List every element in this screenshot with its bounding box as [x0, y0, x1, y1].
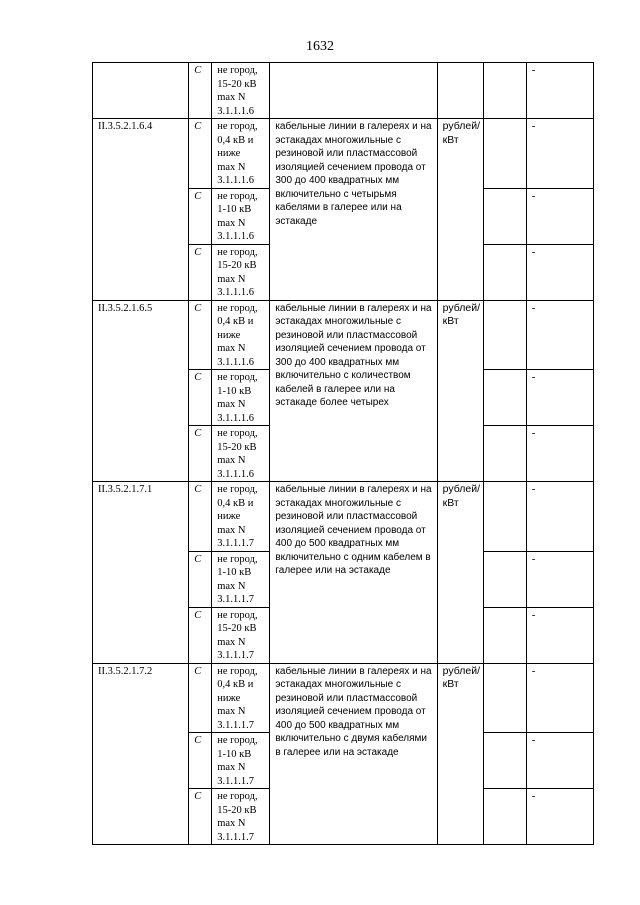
value-cell: -: [526, 426, 593, 482]
unit-cell: рублей/ кВт: [437, 119, 483, 301]
category-cell: C: [189, 119, 212, 189]
value-cell: [483, 244, 526, 300]
value-cell: [483, 482, 526, 552]
description-cell: [270, 63, 437, 119]
value-cell: -: [526, 482, 593, 552]
tariff-table-body: [93, 63, 594, 845]
value-cell: -: [526, 188, 593, 244]
category-cell: C: [189, 426, 212, 482]
category-cell: C: [189, 733, 212, 789]
description-cell: кабельные линии в галереях и на эстакадах многожильные с резиновой или пластмассовой изоляцией сечением провода от 300 до 400 квадратных мм включительно с четырьмя кабелями в галерее или на эстакаде: [270, 119, 437, 301]
condition-cell: не город, 15-20 кВ max N 3.1.1.1.6: [212, 426, 270, 482]
value-cell: [483, 370, 526, 426]
unit-cell: [437, 63, 483, 119]
category-cell: C: [189, 244, 212, 300]
description-cell: кабельные линии в галереях и на эстакадах многожильные с резиновой или пластмассовой изоляцией сечением провода от 400 до 500 квадратных мм включительно с одним кабелем в галерее или на эстакаде: [270, 482, 437, 664]
category-cell: C: [189, 300, 212, 370]
category-cell: C: [189, 789, 212, 845]
table-row: [93, 482, 594, 552]
category-cell: C: [189, 188, 212, 244]
condition-cell: не город, 0,4 кВ и ниже max N 3.1.1.1.7: [212, 663, 270, 733]
table-row: [93, 663, 594, 733]
condition-cell: не город, 15-20 кВ max N 3.1.1.1.7: [212, 789, 270, 845]
value-cell: -: [526, 551, 593, 607]
value-cell: [483, 551, 526, 607]
category-cell: C: [189, 63, 212, 119]
code-cell: II.3.5.2.1.6.5: [93, 300, 189, 482]
value-cell: [483, 426, 526, 482]
value-cell: -: [526, 119, 593, 189]
code-cell: II.3.5.2.1.7.1: [93, 482, 189, 664]
category-cell: C: [189, 482, 212, 552]
category-cell: C: [189, 663, 212, 733]
condition-cell: не город, 15-20 кВ max N 3.1.1.1.7: [212, 607, 270, 663]
value-cell: [483, 607, 526, 663]
value-cell: -: [526, 63, 593, 119]
code-cell: [93, 63, 189, 119]
code-cell: II.3.5.2.1.6.4: [93, 119, 189, 301]
value-cell: -: [526, 607, 593, 663]
table-row: [93, 119, 594, 189]
tariff-table: [92, 62, 594, 845]
condition-cell: не город, 1-10 кВ max N 3.1.1.1.7: [212, 551, 270, 607]
value-cell: [483, 733, 526, 789]
description-cell: кабельные линии в галереях и на эстакадах многожильные с резиновой или пластмассовой изоляцией сечением провода от 300 до 400 квадратных мм включительно с количеством кабелей в галерее или на эстакаде более четырех: [270, 300, 437, 482]
condition-cell: не город, 0,4 кВ и ниже max N 3.1.1.1.7: [212, 482, 270, 552]
value-cell: [483, 188, 526, 244]
code-cell: II.3.5.2.1.7.2: [93, 663, 189, 845]
category-cell: C: [189, 551, 212, 607]
condition-cell: не город, 1-10 кВ max N 3.1.1.1.6: [212, 188, 270, 244]
value-cell: [483, 119, 526, 189]
unit-cell: рублей/ кВт: [437, 482, 483, 664]
value-cell: [483, 663, 526, 733]
category-cell: C: [189, 607, 212, 663]
condition-cell: не город, 0,4 кВ и ниже max N 3.1.1.1.6: [212, 300, 270, 370]
table-row: [93, 63, 594, 119]
value-cell: [483, 63, 526, 119]
value-cell: -: [526, 244, 593, 300]
value-cell: [483, 300, 526, 370]
description-cell: кабельные линии в галереях и на эстакадах многожильные с резиновой или пластмассовой изоляцией сечением провода от 400 до 500 квадратных мм включительно с двумя кабелями в галерее или на эстакаде: [270, 663, 437, 845]
value-cell: -: [526, 663, 593, 733]
table-row: [93, 300, 594, 370]
value-cell: -: [526, 370, 593, 426]
unit-cell: рублей/ кВт: [437, 300, 483, 482]
value-cell: [483, 789, 526, 845]
category-cell: C: [189, 370, 212, 426]
condition-cell: не город, 15-20 кВ max N 3.1.1.1.6: [212, 63, 270, 119]
condition-cell: не город, 1-10 кВ max N 3.1.1.1.6: [212, 370, 270, 426]
unit-cell: рублей/ кВт: [437, 663, 483, 845]
page-number: 1632: [306, 39, 334, 54]
value-cell: -: [526, 300, 593, 370]
value-cell: -: [526, 733, 593, 789]
value-cell: -: [526, 789, 593, 845]
condition-cell: не город, 1-10 кВ max N 3.1.1.1.7: [212, 733, 270, 789]
condition-cell: не город, 0,4 кВ и ниже max N 3.1.1.1.6: [212, 119, 270, 189]
condition-cell: не город, 15-20 кВ max N 3.1.1.1.6: [212, 244, 270, 300]
